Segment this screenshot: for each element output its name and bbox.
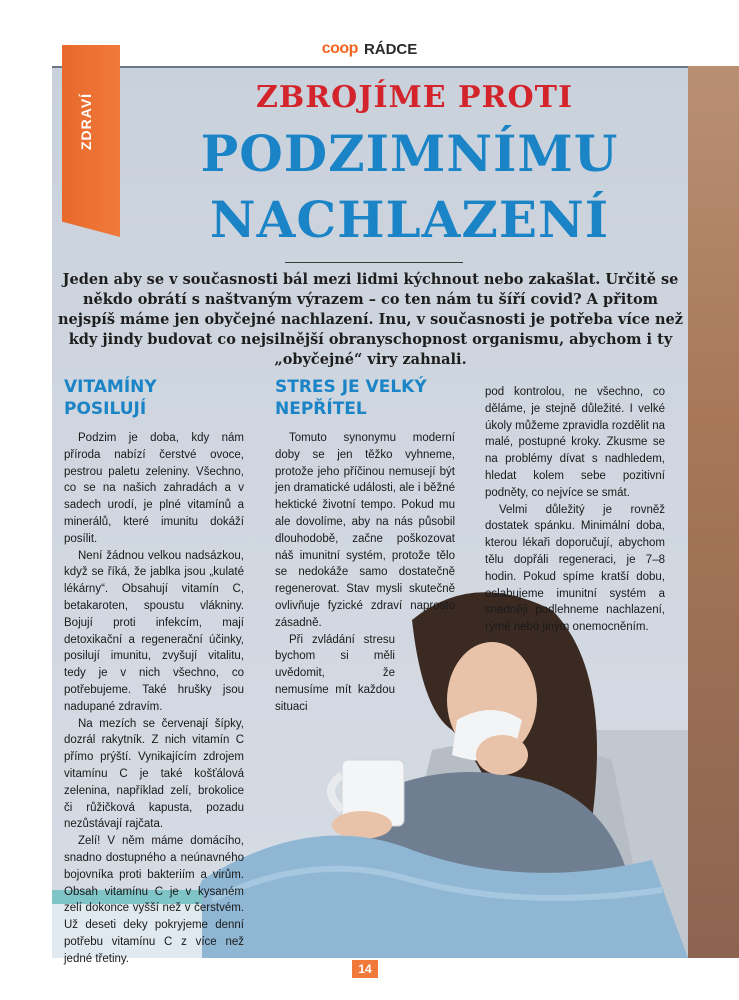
page-number: 14 (352, 960, 378, 978)
section1-heading-line2: POSILUJÍ (64, 399, 147, 419)
section1-heading (64, 376, 157, 420)
section2-heading-line1: STRES JE VELKÝ (275, 377, 427, 397)
section1-heading-line1: VITAMÍNY (64, 377, 157, 397)
brand-name: coop (321, 40, 358, 57)
title-divider (285, 262, 463, 263)
title-line-1: ZBROJÍME PROTI (255, 80, 574, 115)
coop-logo (322, 40, 418, 58)
section3-paragraph: Velmi důležitý je rovněž dostatek spánku. Minimální doba, kterou lékaři doporučují, abychom tělu dopřáli regeneraci, je 7–8 hodin. Pokud spíme kratší dobu, oslabujeme imunitní systém a snadněji podlehneme nachlazení, rýmě nebo jiným onemocněním. (485, 503, 665, 634)
lead-paragraph: Jeden aby se v současnosti bál mezi lidmi kýchnout nebo zakašlat. Určitě se někdo obrátí s naštvaným výrazem – co ten nám tu šíří covid? A přitom nejspíš máme jen obyčejné nachlazení. Inu, v současnosti je potřeba více než kdy jindy budovat co nejsilnější obranyschopnost organismu, abychom i ty „obyčejné“ viry zahnali. (58, 271, 683, 368)
section1-paragraph: Není žádnou velkou nadsázkou, když se říká, že jablka jsou „kulaté lékárny“. Obsahují vitamín C, betakaroten, spoustu vlákniny. Bojují proti infekcím, mají detoxikační a regenerační účinky, posilují imunitu, zvyšují vitalitu, tedy je v nich všechno, co potřebujeme. Také hrušky jsou nadupané zdravím. (64, 549, 244, 713)
section3-body (485, 384, 665, 636)
section1-paragraph: Zelí! V něm máme domácího, snadno dostupného a neúnavného bojovníka proti bakteriím a virům. Obsah vitamínu C je v kysaném zelí dokonce vyšší než v čerstvém. Už deseti deky pokryjeme denní potřebu vitamínu C z více než jedné třetiny. (64, 835, 244, 965)
top-rule (52, 66, 688, 68)
section3-paragraph: pod kontrolou, ne všechno, co děláme, je stejně důležité. I velké úkoly můžeme zpravidla rozdělit na malé, postupné kroky. Zkusme se na problémy dívat s nadhledem, hledat kolem sebe pozitivní podněty, co nejvíce se smát. (485, 386, 665, 499)
section2-heading-line2: NEPŘÍTEL (275, 399, 367, 419)
ribbon-label: ZDRAVÍ (78, 92, 94, 150)
section1-paragraph: Podzim je doba, kdy nám příroda nabízí čerstvé ovoce, pestrou paletu zeleniny. Všechno, co se na našich zahradách a v sadech urodí, je plné vitamínů a minerálů, které imunitu dokáží posílit. (64, 432, 244, 545)
section2-body (275, 430, 455, 716)
section2-heading (275, 376, 427, 420)
title-line-2: PODZIMNÍMU (200, 124, 619, 183)
section1-body (64, 430, 244, 968)
title-line-3: NACHLAZENÍ (209, 190, 610, 249)
section-name: RÁDCE (363, 40, 418, 58)
section2-paragraph: Tomuto synonymu moderní doby se jen těžko vyhneme, protože jeho příčinou nemusejí být jen dramatické události, ale i běžné hektické životní tempo. Pokud mu ale dovolíme, aby na nás působil dlouhodobě, začne poškozovat náš imunitní systém, protože tělo se nedokáže samo dostatečně regenerovat. Stav mysli skutečně ovlivňuje fyzické zdraví naprosto zásadně. (275, 432, 455, 629)
section1-paragraph: Na mezích se červenají šípky, dozrál rakytník. Z nich vitamín C přímo prýští. Vynikajícím zdrojem vitamínu C je také košťálová zelenina, například zelí, brokolice či růžičková kapusta, pozadu nezůstávají rajčata. (64, 717, 244, 831)
section2-paragraph: Při zvládání stresu bychom si měli uvědomit, že nemusíme mít každou situaci (275, 633, 395, 713)
